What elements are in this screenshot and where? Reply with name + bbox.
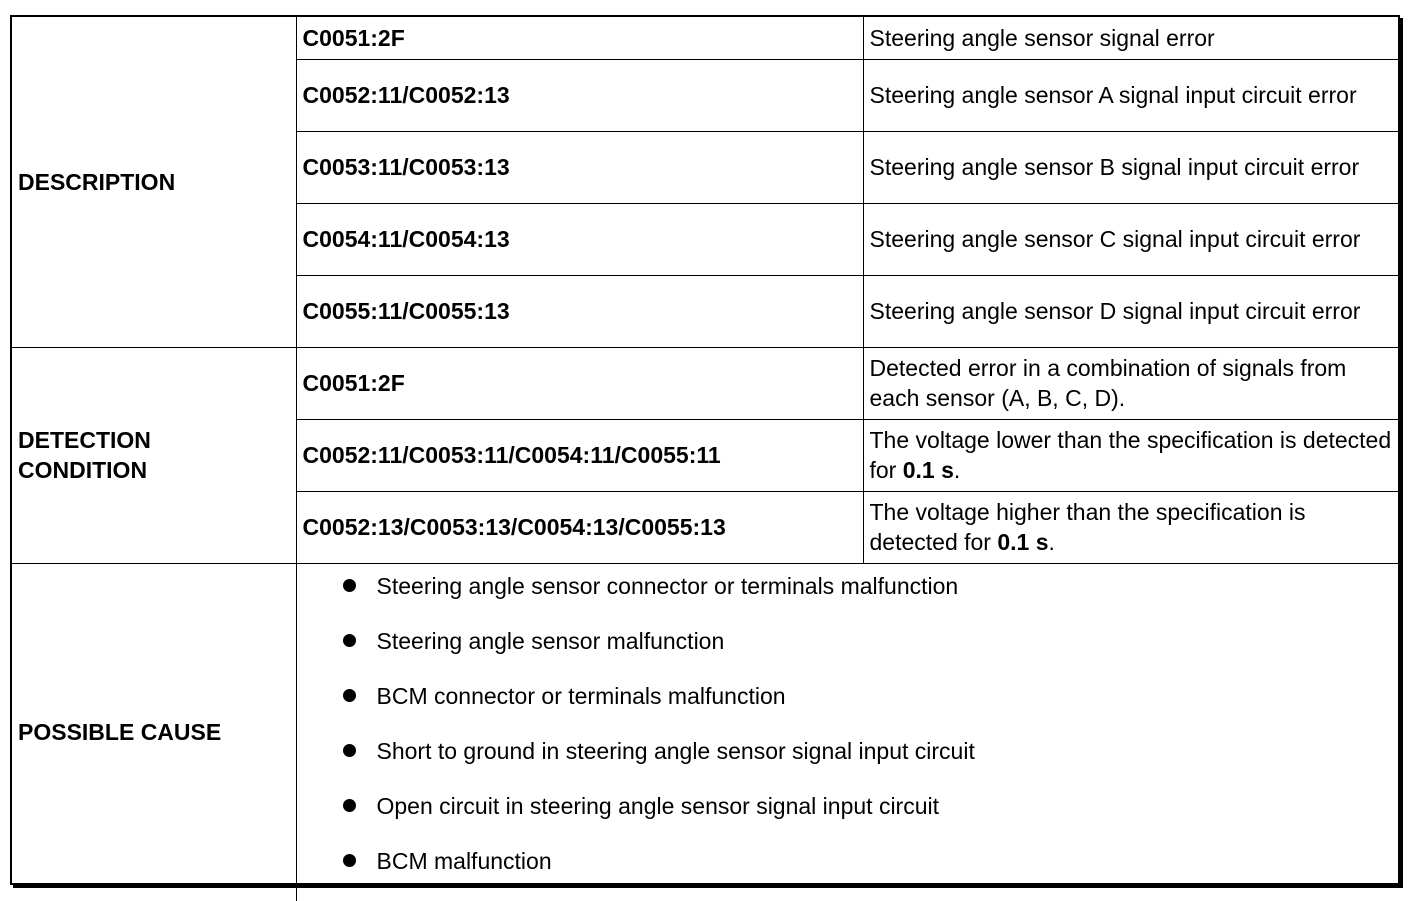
detection-condition-label bbox=[12, 347, 296, 563]
possible-cause-list bbox=[297, 564, 1399, 901]
description-text: Steering angle sensor A signal input circuit error bbox=[863, 59, 1398, 131]
cause-text: Short to ground in steering angle sensor signal input circuit bbox=[376, 737, 975, 764]
detection-text: Detected error in a combination of signals from each sensor (A, B, C, D). bbox=[863, 347, 1398, 419]
cause-text: Steering angle sensor malfunction bbox=[376, 627, 725, 654]
description-code: C0054:11/C0054:13 bbox=[296, 203, 863, 275]
bullet-icon bbox=[343, 634, 356, 647]
possible-cause-list-cell bbox=[296, 563, 1398, 901]
list-item bbox=[343, 846, 1399, 901]
detection-time-value: 0.1 s bbox=[902, 457, 954, 483]
list-item bbox=[343, 571, 1399, 626]
dtc-info-table-frame bbox=[10, 15, 1400, 885]
bullet-icon bbox=[343, 689, 356, 702]
detection-text bbox=[863, 491, 1398, 563]
description-code: C0055:11/C0055:13 bbox=[296, 275, 863, 347]
description-text: Steering angle sensor D signal input circuit error bbox=[863, 275, 1398, 347]
detection-text-main: The voltage lower than the specification is detected for bbox=[869, 427, 1392, 483]
description-code: C0053:11/C0053:13 bbox=[296, 131, 863, 203]
detection-label-line2: CONDITION bbox=[18, 457, 148, 483]
bullet-icon bbox=[343, 854, 356, 867]
description-label: DESCRIPTION bbox=[12, 17, 296, 347]
cause-text: BCM connector or terminals malfunction bbox=[376, 682, 786, 709]
detection-time-value: 0.1 s bbox=[997, 529, 1049, 555]
cause-text: BCM malfunction bbox=[376, 847, 552, 874]
detection-code: C0052:13/C0053:13/C0054:13/C0055:13 bbox=[296, 491, 863, 563]
possible-cause-label: POSSIBLE CAUSE bbox=[12, 563, 296, 901]
description-code: C0052:11/C0052:13 bbox=[296, 59, 863, 131]
detection-text bbox=[863, 419, 1398, 491]
description-text: Steering angle sensor signal error bbox=[863, 17, 1398, 59]
list-item bbox=[343, 626, 1399, 681]
detection-text-main: The voltage higher than the specification is detected for bbox=[869, 499, 1306, 555]
table-row bbox=[12, 17, 1398, 59]
detection-code: C0051:2F bbox=[296, 347, 863, 419]
detection-text-end: . bbox=[1048, 529, 1055, 555]
bullet-icon bbox=[343, 799, 356, 812]
description-text: Steering angle sensor B signal input circuit error bbox=[863, 131, 1398, 203]
bullet-icon bbox=[343, 579, 356, 592]
description-text: Steering angle sensor C signal input circuit error bbox=[863, 203, 1398, 275]
dtc-info-table bbox=[12, 17, 1398, 901]
bullet-icon bbox=[343, 744, 356, 757]
description-code: C0051:2F bbox=[296, 17, 863, 59]
table-row bbox=[12, 347, 1398, 419]
cause-text: Steering angle sensor connector or terminals malfunction bbox=[376, 572, 959, 599]
list-item bbox=[343, 681, 1399, 736]
detection-code: C0052:11/C0053:11/C0054:11/C0055:11 bbox=[296, 419, 863, 491]
list-item bbox=[343, 736, 1399, 791]
table-row bbox=[12, 563, 1398, 901]
detection-label-line1: DETECTION bbox=[18, 427, 151, 453]
detection-text-end: . bbox=[953, 457, 961, 483]
cause-text: Open circuit in steering angle sensor signal input circuit bbox=[376, 792, 940, 819]
list-item bbox=[343, 791, 1399, 846]
